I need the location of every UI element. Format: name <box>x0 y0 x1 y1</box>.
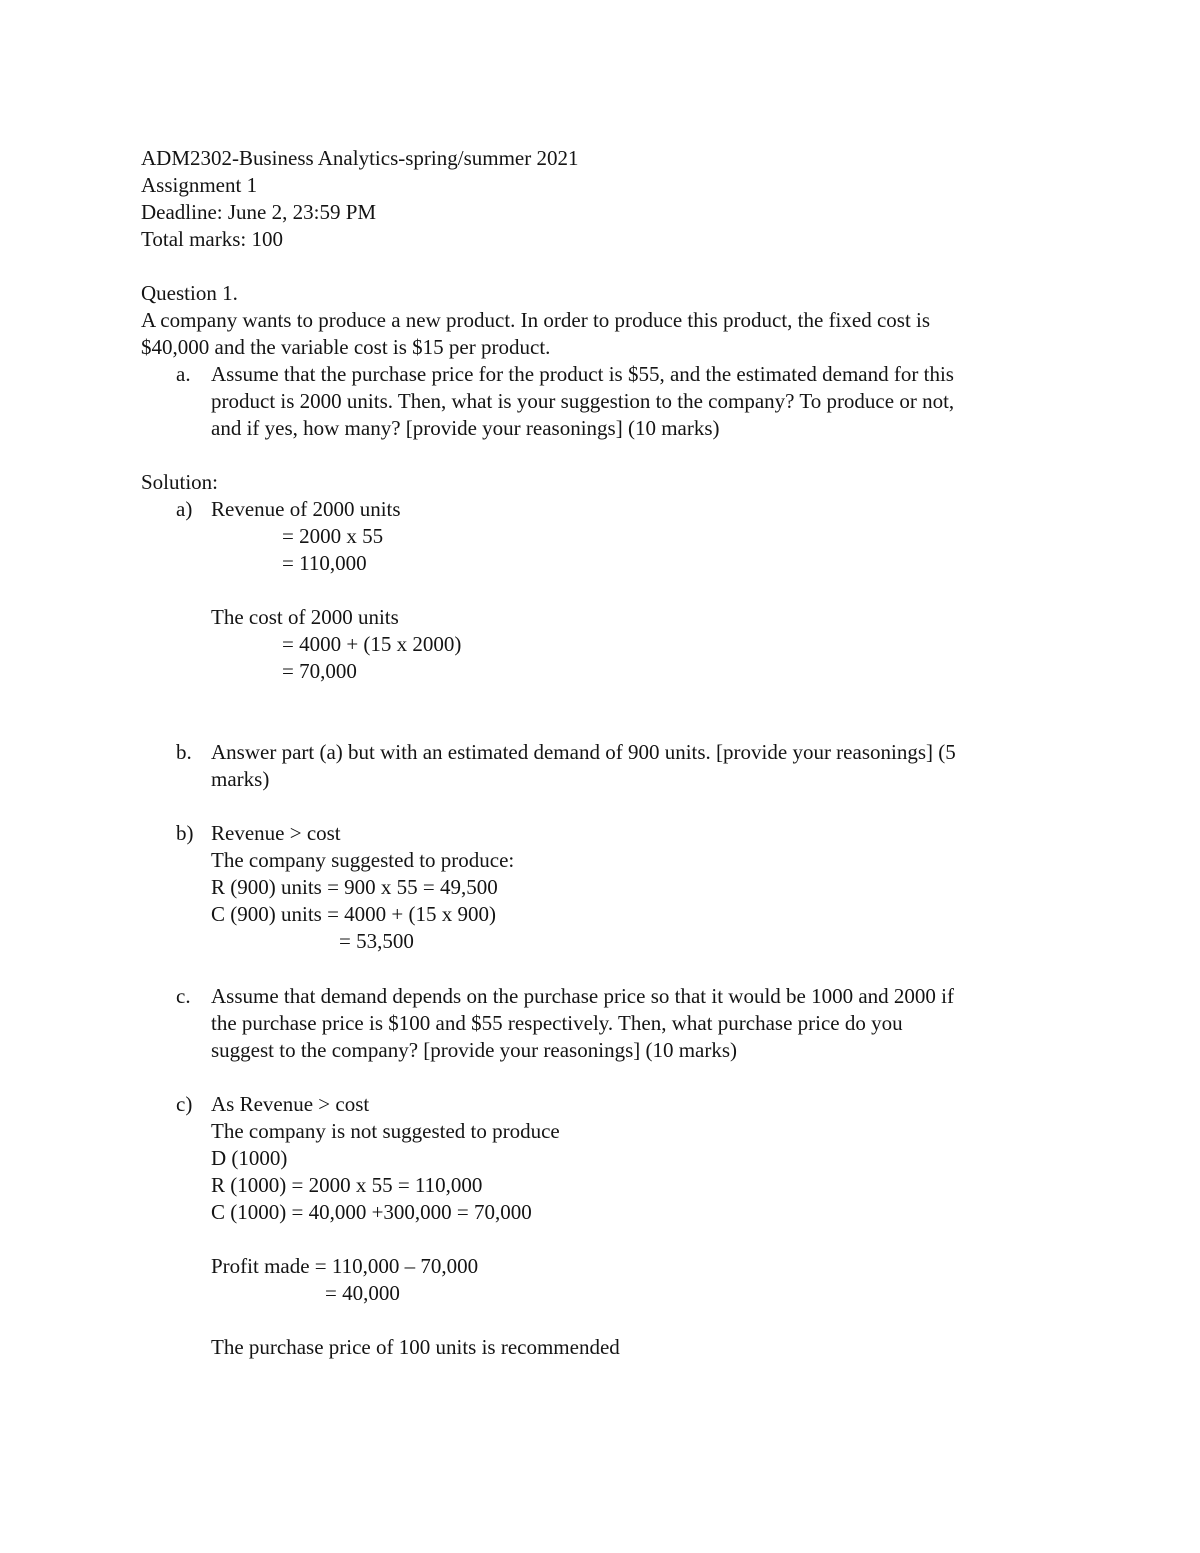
deadline-text: Deadline: June 2, 23:59 PM <box>141 200 377 224</box>
solution-c-profit-line1: Profit made = 110,000 – 70,000 <box>211 1254 479 1278</box>
solution-b-line4: C (900) units = 4000 + (15 x 900) <box>211 902 497 926</box>
solution-a-cost-label: The cost of 2000 units <box>211 605 399 629</box>
solution-a-revenue-result: = 110,000 <box>282 551 367 575</box>
solution-c-line3: D (1000) <box>211 1146 288 1170</box>
assignment-title: Assignment 1 <box>141 173 258 197</box>
solution-b-marker: b) <box>176 821 194 845</box>
part-c-line3: suggest to the company? [provide your reasonings] (10 marks) <box>211 1038 738 1062</box>
part-c-line2: the purchase price is $100 and $55 respectively. Then, what purchase price do you <box>211 1011 903 1035</box>
question-intro-line2: $40,000 and the variable cost is $15 per product. <box>141 335 551 359</box>
part-a-marker: a. <box>176 362 191 386</box>
solution-c-line4: R (1000) = 2000 x 55 = 110,000 <box>211 1173 483 1197</box>
part-a-line2: product is 2000 units. Then, what is your suggestion to the company? To produce or not, <box>211 389 955 413</box>
part-c-marker: c. <box>176 984 191 1008</box>
course-title: ADM2302-Business Analytics-spring/summer 2021 <box>141 146 579 170</box>
solution-c-recommendation: The purchase price of 100 units is recommended <box>211 1335 620 1359</box>
question-intro-line1: A company wants to produce a new product. In order to produce this product, the fixed cost is <box>141 308 931 332</box>
solution-b-line2: The company suggested to produce: <box>211 848 515 872</box>
part-c-line1: Assume that demand depends on the purchase price so that it would be 1000 and 2000 if <box>211 984 954 1008</box>
part-a-line1: Assume that the purchase price for the product is $55, and the estimated demand for this <box>211 362 954 386</box>
question-title: Question 1. <box>141 281 238 305</box>
part-b-line1: Answer part (a) but with an estimated demand of 900 units. [provide your reasonings] (5 <box>211 740 956 764</box>
solution-b-line5: = 53,500 <box>339 929 414 953</box>
solution-a-revenue-calc: = 2000 x 55 <box>282 524 384 548</box>
solution-c-line1: As Revenue > cost <box>211 1092 370 1116</box>
solution-b-line1: Revenue > cost <box>211 821 341 845</box>
solution-c-profit-line2: = 40,000 <box>325 1281 400 1305</box>
solution-c-marker: c) <box>176 1092 193 1116</box>
solution-title: Solution: <box>141 470 219 494</box>
solution-a-marker: a) <box>176 497 193 521</box>
solution-a-revenue-label: Revenue of 2000 units <box>211 497 401 521</box>
solution-a-cost-calc: = 4000 + (15 x 2000) <box>282 632 462 656</box>
solution-a-cost-result: = 70,000 <box>282 659 357 683</box>
part-a-line3: and if yes, how many? [provide your reasonings] (10 marks) <box>211 416 720 440</box>
part-b-line2: marks) <box>211 767 270 791</box>
solution-c-line5: C (1000) = 40,000 +300,000 = 70,000 <box>211 1200 532 1224</box>
solution-b-line3: R (900) units = 900 x 55 = 49,500 <box>211 875 498 899</box>
part-b-marker: b. <box>176 740 192 764</box>
total-marks-text: Total marks: 100 <box>141 227 284 251</box>
solution-c-line2: The company is not suggested to produce <box>211 1119 560 1143</box>
